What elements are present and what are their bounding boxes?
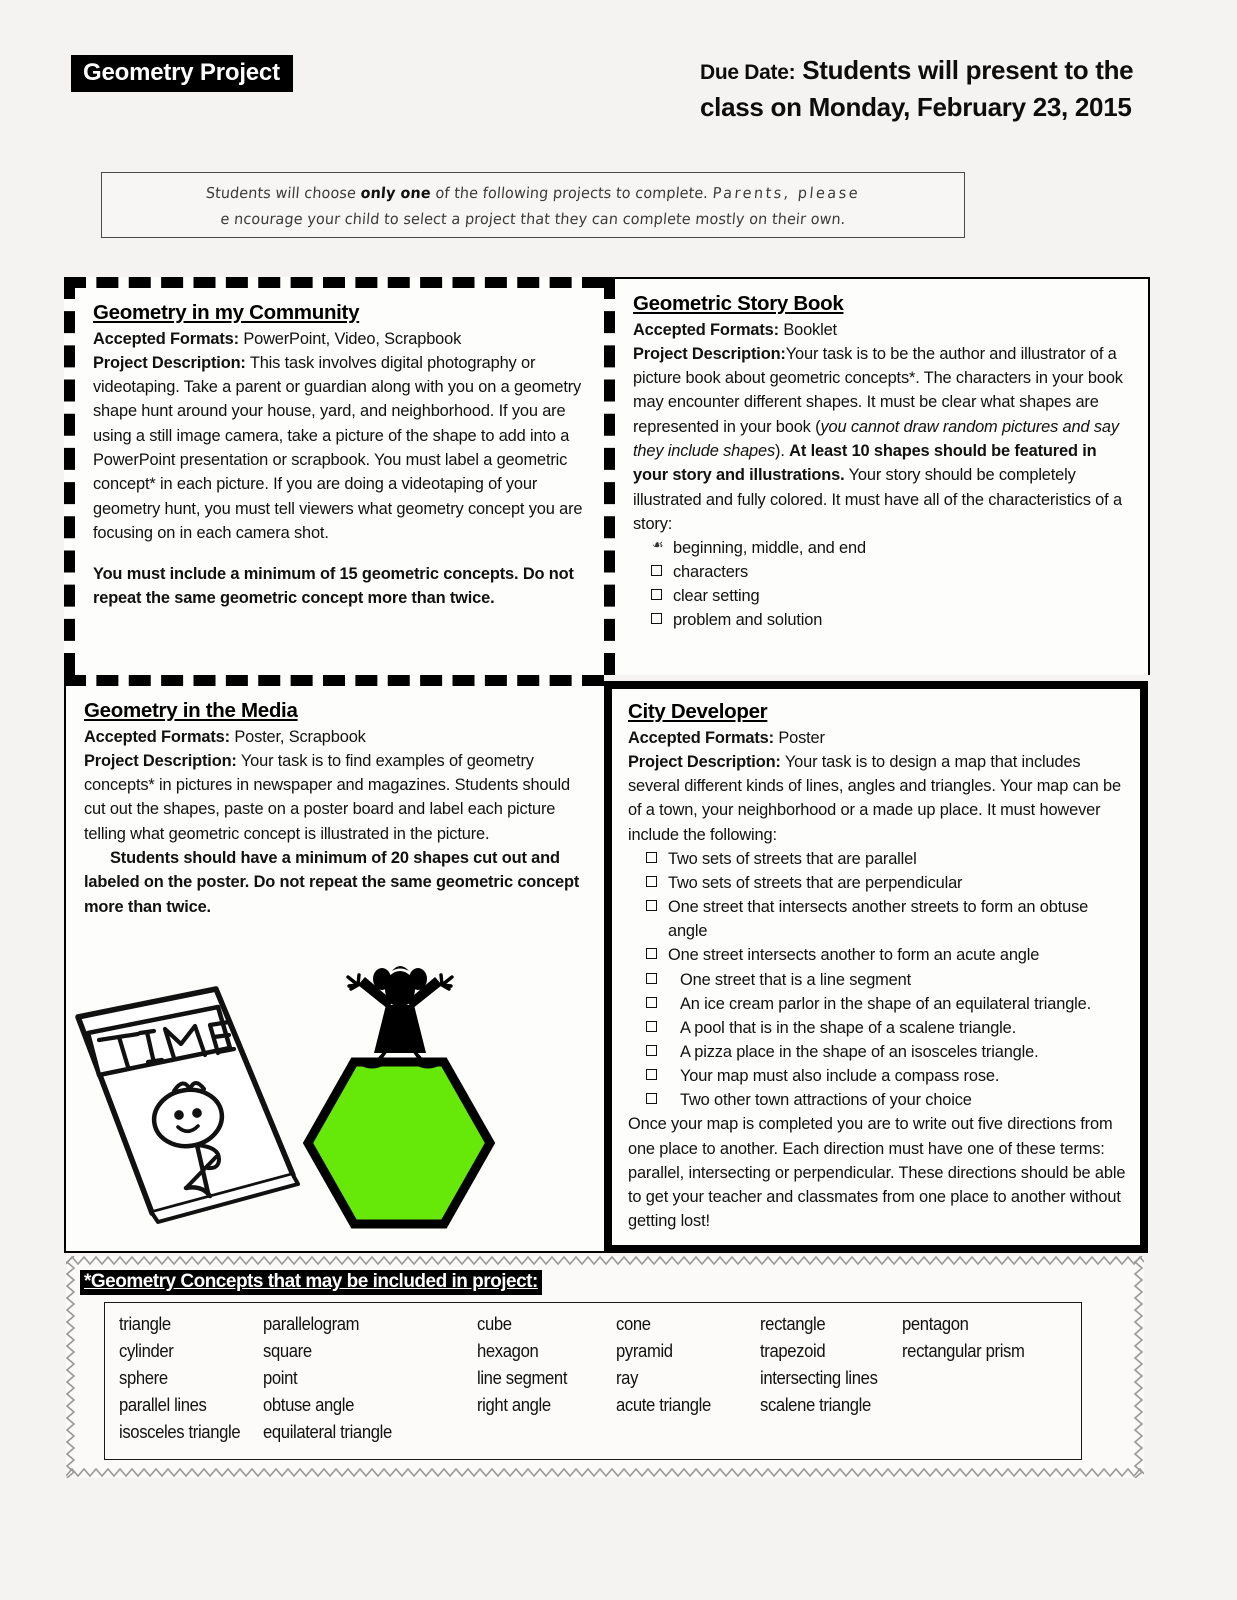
checklist-label: Your map must also include a compass rose. (680, 1067, 1000, 1086)
concept-cell: triangle (119, 1313, 171, 1334)
checklist-label: problem and solution (673, 611, 823, 630)
formats-value: Poster, Scrapbook (234, 727, 366, 746)
description-label: Project Description: (628, 752, 781, 771)
checklist-label: Two sets of streets that are parallel (668, 850, 917, 869)
instructions-text-b: of the following projects to complete. (430, 184, 714, 202)
instructions-parents: Parents, please (711, 184, 861, 202)
description-italic: you cannot draw random pictures and say they include shapes (633, 417, 1119, 461)
bullet-glyph-icon: ☙ (652, 537, 664, 553)
concept-cell: parallelogram (263, 1313, 360, 1334)
concepts-table (104, 1302, 1082, 1460)
storybook-checklist (647, 560, 1126, 632)
table-row (119, 1369, 1081, 1396)
concept-cell: point (263, 1367, 298, 1388)
description-part-2: ). (775, 442, 790, 461)
checkbox-icon[interactable] (646, 948, 657, 959)
requirement-text: Students should have a minimum of 20 shapes cut out and labeled on the poster. Do not repeat the same geometric concept more than twice. (84, 849, 580, 916)
formats-label: Accepted Formats: (93, 329, 239, 348)
formats-line-media (84, 725, 592, 749)
table-row (119, 1342, 1081, 1369)
description-text: This task involves digital photography or videotaping. Take a parent or guardian along with you on a geometry shape hunt around your house, yard, and neighborhood. If you are using a still image camera, take a picture of the shape to add into a PowerPoint presentation or scrapbook. You must label a geometric concept* in each picture. If you are doing a videotaping of your geometry hunt, you must tell viewers what geometry concept you are focusing on in each camera shot. (93, 353, 583, 542)
list-item[interactable] (642, 1040, 1130, 1064)
concept-cell: right angle (476, 1394, 551, 1415)
citydev-checklist-upper (642, 847, 1130, 968)
list-item[interactable] (642, 992, 1130, 1016)
table-row (119, 1396, 1081, 1423)
concept-cell: square (263, 1340, 312, 1361)
requirement-text: You must include a minimum of 15 geometric concepts. Do not repeat the same geometric concept more than twice. (93, 565, 574, 608)
checklist-label: An ice cream parlor in the shape of an equilateral triangle. (680, 994, 1092, 1013)
concept-cell: cone (615, 1313, 651, 1334)
list-item[interactable] (642, 1064, 1130, 1088)
project-body-community (93, 327, 590, 611)
checkbox-icon[interactable] (646, 876, 657, 887)
concept-cell (760, 1423, 888, 1450)
concept-cell: scalene triangle (759, 1394, 871, 1415)
checkbox-icon[interactable] (646, 900, 657, 911)
project-title-media: Geometry in the Media (84, 699, 298, 722)
description-part-3: Your story should be completely illustrated and fully colored. It must have all of the characteristics of a story: (633, 466, 1122, 533)
description-storybook (633, 342, 1126, 536)
concept-cell (902, 1369, 1063, 1396)
formats-value: Poster (778, 728, 825, 747)
spacer (93, 545, 590, 562)
description-community (93, 351, 590, 545)
list-item[interactable] (642, 943, 1130, 967)
description-citydev (628, 750, 1130, 847)
formats-line-storybook (633, 318, 1126, 342)
concept-cell: intersecting lines (759, 1367, 878, 1388)
checkbox-icon[interactable] (646, 1045, 657, 1056)
checkbox-icon[interactable] (651, 613, 662, 624)
zigzag-border-right (1134, 1256, 1144, 1478)
formats-label: Accepted Formats: (628, 728, 774, 747)
closing-citydev: Once your map is completed you are to write out five directions from one place to another. Each direction must have one of these terms: parallel, intersecting or perpendicular. These directions should be able to get your teacher and classmates from one place to another without getting lost! (628, 1115, 1126, 1231)
project-title-storybook: Geometric Story Book (633, 292, 844, 315)
instructions-emphasis: only one (359, 184, 432, 202)
checklist-label: A pool that is in the shape of a scalene triangle. (680, 1018, 1017, 1037)
concept-cell: isosceles triangle (119, 1421, 241, 1442)
project-body-media (84, 725, 592, 919)
checkbox-icon[interactable] (651, 565, 662, 576)
project-card-community (64, 277, 604, 675)
formats-label: Accepted Formats: (84, 727, 230, 746)
checkbox-icon[interactable] (651, 589, 662, 600)
concept-cell: equilateral triangle (263, 1421, 392, 1442)
list-item[interactable] (647, 584, 1126, 608)
concept-cell: pyramid (615, 1340, 673, 1361)
due-date-label: Due Date: (700, 61, 796, 84)
checklist-label: One street that intersects another streets to form an obtuse angle (668, 898, 1089, 941)
description-media (84, 749, 592, 846)
due-date-block (700, 52, 1170, 126)
project-title-community: Geometry in my Community (93, 301, 360, 324)
project-body-citydeveloper (628, 726, 1130, 1234)
table-row (119, 1423, 1081, 1450)
description-text: Your task is to design a map that includes several different kinds of lines, angles and triangles. Your map can be of a town, your neighborhood or a made up place. It must however include the following: (628, 752, 1121, 844)
requirement-community (93, 562, 590, 611)
instructions-line-1 (118, 180, 948, 206)
checklist-label: One street intersects another to form an acute angle (668, 946, 1040, 965)
project-title-citydeveloper: City Developer (628, 700, 768, 723)
list-item[interactable] (642, 1088, 1130, 1112)
instructions-box (101, 172, 965, 238)
formats-line-citydev (628, 726, 1130, 750)
checklist-label: One street that is a line segment (680, 970, 912, 989)
checkbox-icon[interactable] (646, 997, 657, 1008)
citydev-checklist-lower (642, 968, 1130, 1113)
description-label: Project Description: (93, 353, 246, 372)
concept-cell: rectangular prism (902, 1340, 1025, 1361)
checkbox-icon[interactable] (646, 1021, 657, 1032)
concept-cell (902, 1396, 1063, 1423)
concept-cell: trapezoid (759, 1340, 826, 1361)
list-item[interactable] (647, 560, 1126, 584)
concept-cell: parallel lines (119, 1394, 207, 1415)
checklist-label: characters (673, 563, 749, 582)
zigzag-border-left (66, 1256, 76, 1478)
concept-cell: line segment (476, 1367, 567, 1388)
formats-value: Booklet (783, 320, 837, 339)
list-item[interactable] (642, 871, 1130, 895)
formats-line-community (93, 327, 590, 351)
project-body-storybook (633, 318, 1126, 633)
page-title: Geometry Project (71, 55, 293, 92)
zigzag-border-bottom (66, 1468, 1144, 1478)
checklist-item[interactable] (647, 536, 1126, 560)
concepts-panel (66, 1256, 1144, 1478)
concept-cell: sphere (119, 1367, 168, 1388)
checklist-label: clear setting (673, 587, 760, 606)
checklist-label: A pizza place in the shape of an isosceles triangle. (680, 1042, 1039, 1061)
instructions-line-2: e ncourage your child to select a project that they can complete mostly on their own. (219, 210, 847, 229)
description-bold: At least 10 shapes should be featured in your story and illustrations. (633, 442, 1097, 485)
instructions-text-a: Students will choose (205, 184, 362, 202)
description-label: Project Description: (84, 751, 237, 770)
concept-cell: ray (615, 1367, 638, 1388)
concept-cell: obtuse angle (263, 1394, 355, 1415)
list-item[interactable] (647, 608, 1126, 632)
checklist-label: Two sets of streets that are perpendicular (668, 874, 963, 893)
concept-cell (477, 1423, 602, 1450)
checklist-label: Two other town attractions of your choice (680, 1091, 972, 1110)
description-label: Project Description: (633, 344, 786, 363)
checkbox-icon[interactable] (646, 973, 657, 984)
checkbox-icon[interactable] (646, 1069, 657, 1080)
list-item[interactable] (642, 968, 1130, 992)
checkbox-icon[interactable] (646, 852, 657, 863)
concepts-heading: *Geometry Concepts that may be included in project: (80, 1270, 542, 1295)
description-part-1: Your task is to be the author and illustrator of a picture book about geometric concepts*. The characters in your book may encounter different shapes. It must be clear what shapes are represented in your book ( (633, 344, 1123, 436)
concept-cell: cylinder (119, 1340, 174, 1361)
concept-cell (902, 1423, 1063, 1450)
checklist-label: beginning, middle, and end (673, 539, 866, 558)
description-text: Your task is to find examples of geometry concepts* in pictures in newspaper and magazines. Students should cut out the shapes, paste on a poster board and label each picture telling what geometric concept is illustrated in the picture. (84, 751, 570, 843)
concept-cell: hexagon (476, 1340, 539, 1361)
project-card-media (64, 675, 604, 1253)
list-item[interactable] (642, 1016, 1130, 1040)
concept-cell: rectangle (759, 1313, 826, 1334)
concept-cell: pentagon (902, 1313, 969, 1334)
requirement-media (84, 846, 592, 919)
formats-value: PowerPoint, Video, Scrapbook (243, 329, 462, 348)
list-item[interactable] (642, 895, 1130, 943)
concept-cell: acute triangle (615, 1394, 711, 1415)
list-item[interactable] (642, 847, 1130, 871)
formats-label: Accepted Formats: (633, 320, 779, 339)
project-card-storybook (604, 277, 1150, 675)
checkbox-icon[interactable] (646, 1093, 657, 1104)
concept-cell: cube (476, 1313, 512, 1334)
due-date-value: Students will present to the class on Monday, February 23, 2015 (700, 55, 1134, 122)
concept-cell (616, 1423, 746, 1450)
table-row (119, 1315, 1081, 1342)
zigzag-border-top (66, 1256, 1144, 1266)
project-card-citydeveloper (604, 681, 1148, 1253)
